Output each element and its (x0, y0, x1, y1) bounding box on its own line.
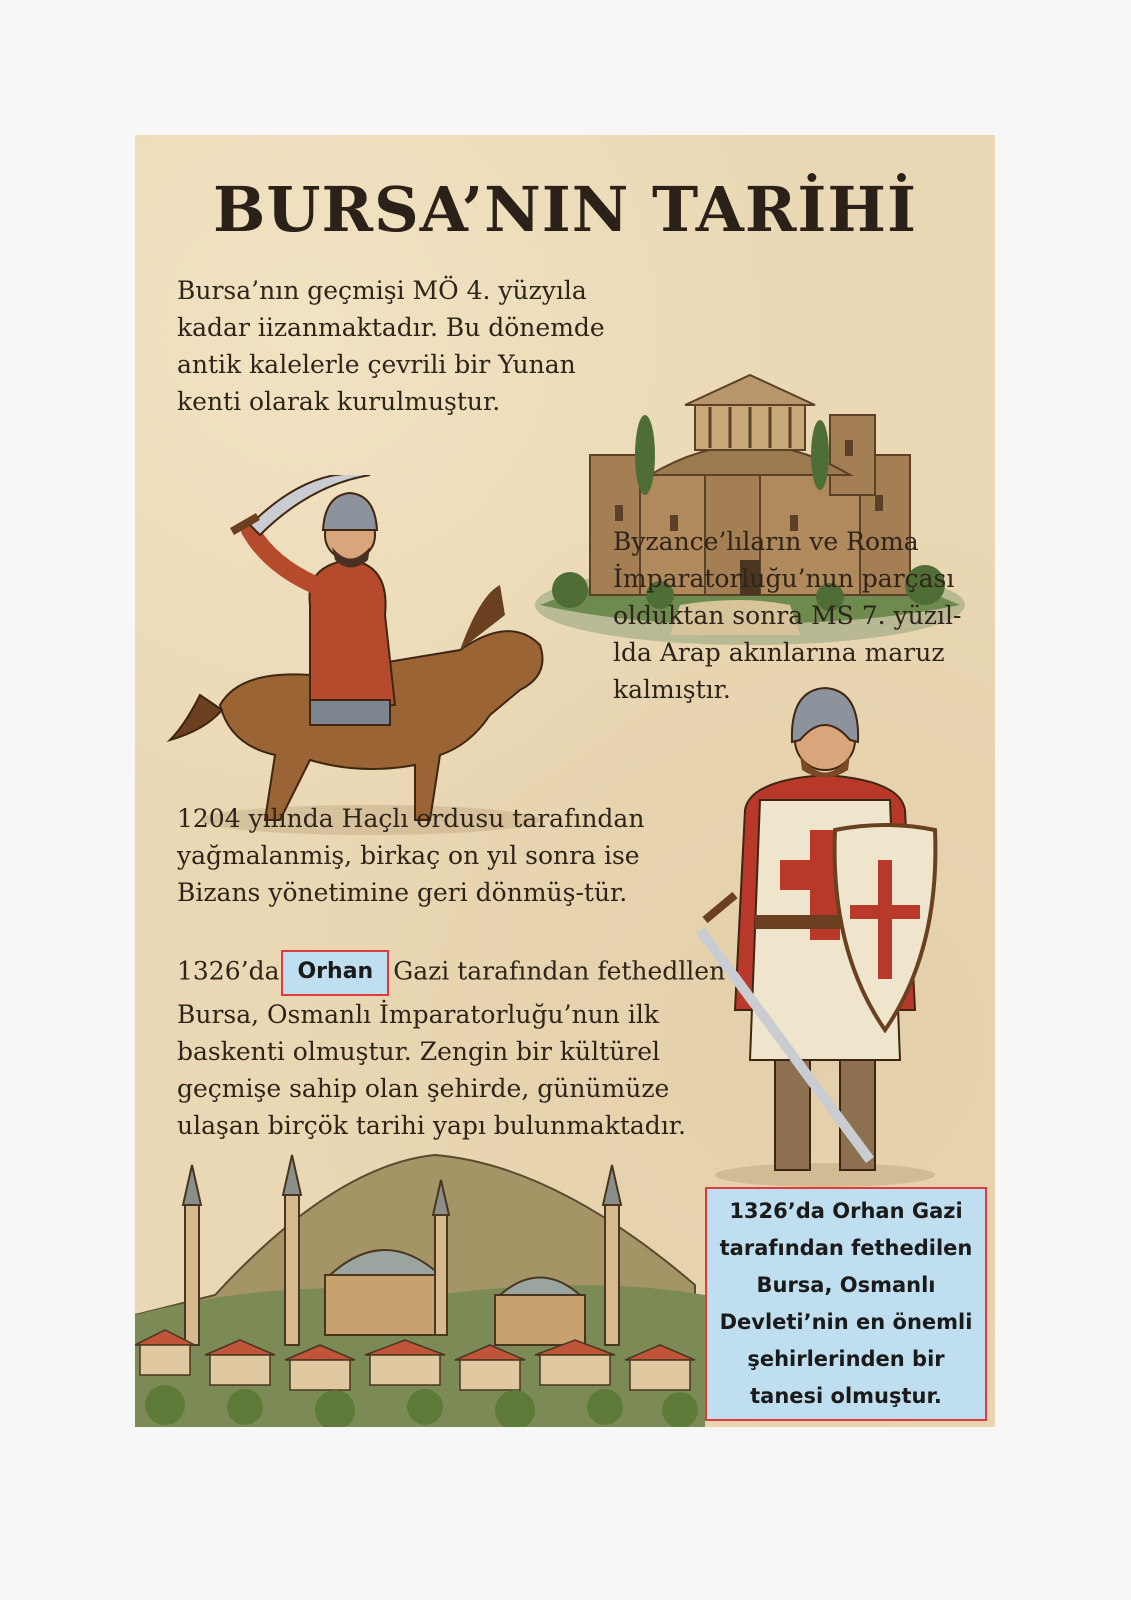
paragraph-ottoman-capital (177, 950, 737, 1144)
ottoman-city-illustration (135, 1145, 705, 1427)
p4-text-end: Gazi tarafından fethedllen Bursa, Osmanlı İmparatorluğu’nun ilk baskenti olmuştur. Zengin bir kültürel geçmişe sahip olan şehirde, günümüze ulaşan birçök tarihi yapı bulunmaktadır. (177, 956, 726, 1140)
paragraph-byzantine-era: Byzance’lıların ve Roma İmparatorluğu’nun parçası olduktan sonra MS 7. yüzıl-lda Arap akınlarına maruz kalmıştır. (613, 527, 962, 704)
poster-title: BURSA’NIN TARİHİ (213, 173, 917, 246)
callout-text: 1326’da Orhan Gazi tarafından fethedilen Bursa, Osmanlı Devleti’nin en önemli şehirlerinden bir tanesi olmuştur. (719, 1199, 973, 1408)
highlighted-word: Orhan (281, 950, 389, 996)
p4-text-start: 1326’da (177, 956, 280, 986)
paragraph-ancient-origins: Bursa’nın geçmişi MÖ 4. yüzyıla kadar iizanmaktadır. Bu dönemde antik kalelerle çevrili bir Yunan kenti olarak kurulmuştur. (177, 276, 605, 416)
callout-box (705, 1187, 987, 1421)
paragraph-crusader-sack: 1204 yılında Haçlı ordusu tarafından yağmalanmiş, birkaç on yıl sonra ise Bizans yönetimine geri dönmüş-tür. (177, 804, 645, 907)
history-poster (135, 135, 995, 1427)
horse-rider-illustration (160, 475, 560, 845)
